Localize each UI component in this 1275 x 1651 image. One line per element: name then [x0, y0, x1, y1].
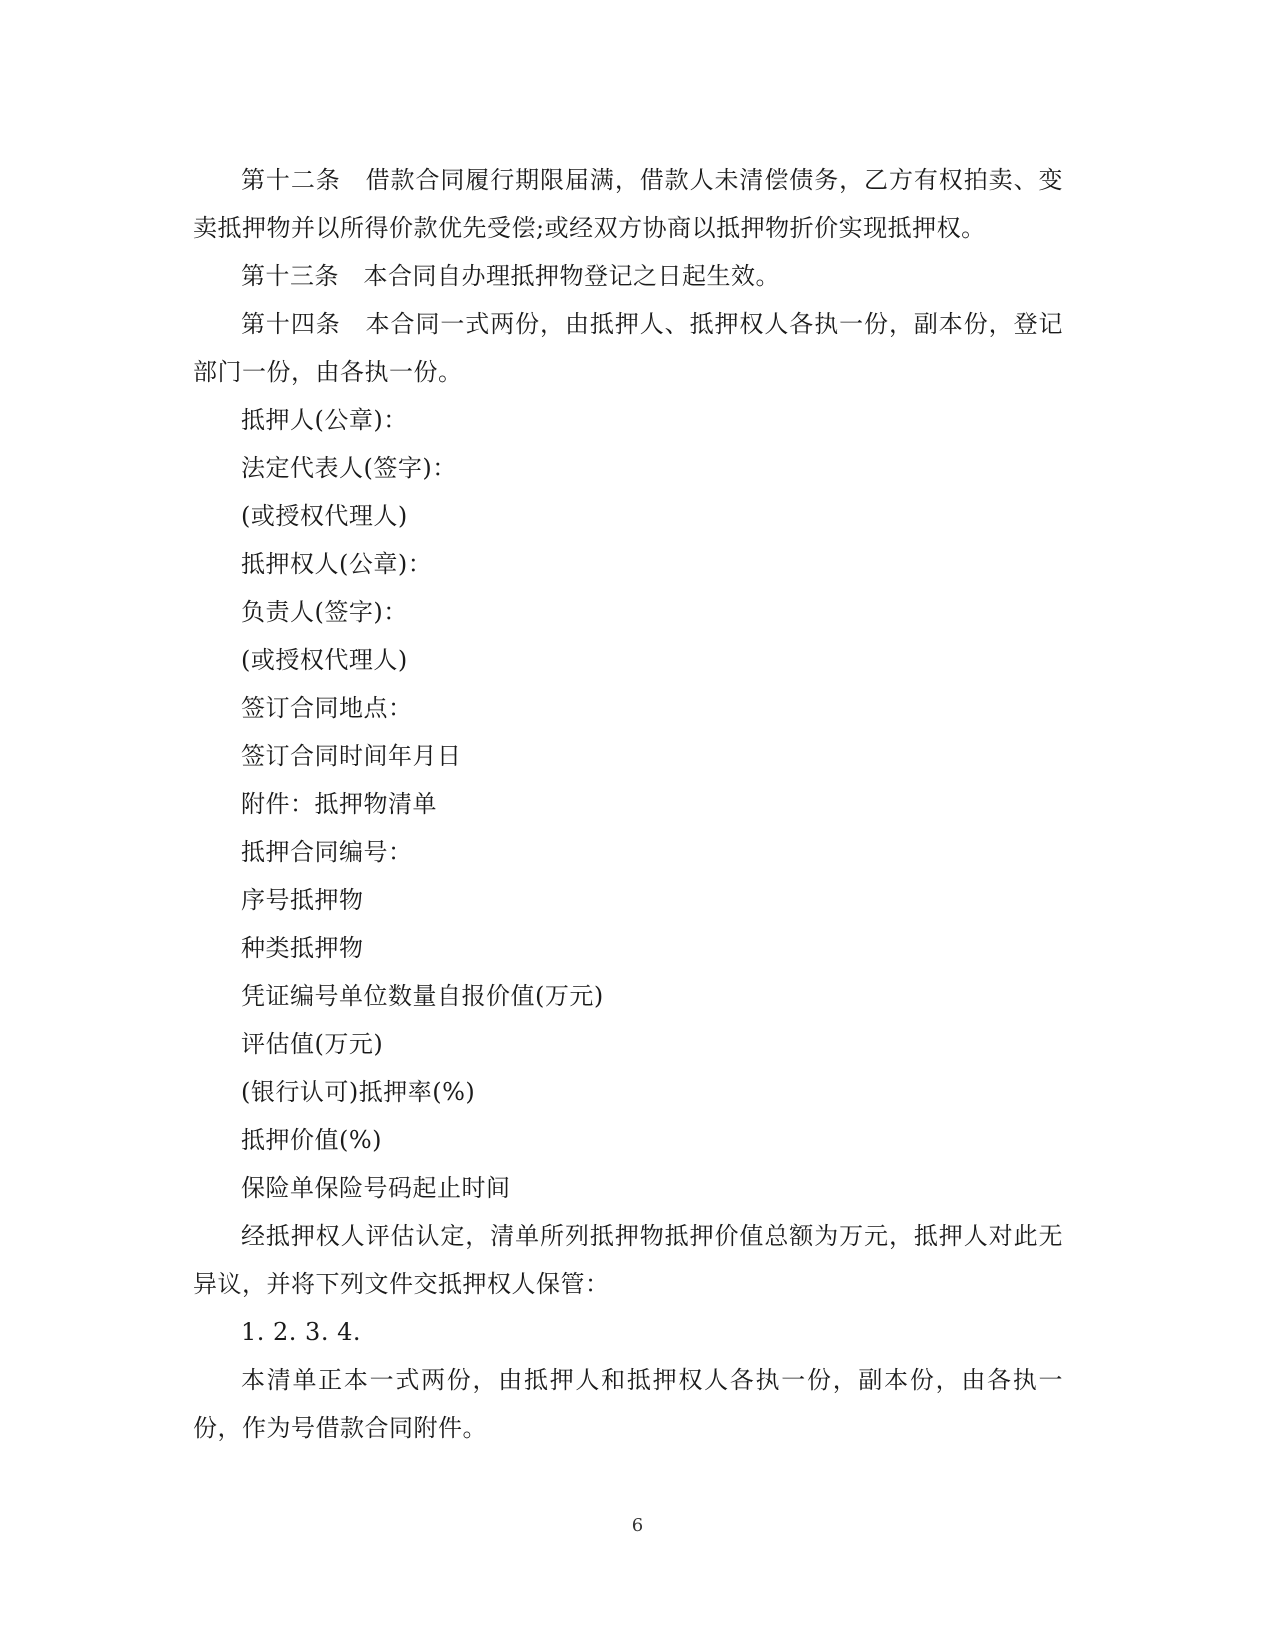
contract-number-line: 抵押合同编号： — [241, 838, 413, 866]
copies-statement: 本清单正本一式两份，由抵押人和抵押权人各执一份，副本份，由各执一份，作为号借款合同附件。 — [193, 1366, 1063, 1442]
list-field-insurance: 保险单保险号码起止时间 — [241, 1174, 511, 1202]
list-field-valuation: 评估值(万元) — [241, 1030, 384, 1058]
list-field-serial: 序号抵押物 — [241, 886, 364, 914]
legal-representative-line: 法定代表人(签字)： — [241, 454, 457, 482]
list-field-type: 种类抵押物 — [241, 934, 364, 962]
mortgagor-seal-line: 抵押人(公章)： — [241, 406, 408, 434]
clause-13: 第十三条 本合同自办理抵押物登记之日起生效。 — [241, 262, 780, 290]
document-body — [193, 156, 1063, 1452]
responsible-person-line: 负责人(签字)： — [241, 598, 408, 626]
authorized-agent-line-2: (或授权代理人) — [241, 646, 408, 674]
signing-location-line: 签订合同地点： — [241, 694, 413, 722]
list-field-mortgage-rate: (银行认可)抵押率(%) — [241, 1078, 476, 1106]
authorized-agent-line: (或授权代理人) — [241, 502, 408, 530]
clause-12: 第十二条 借款合同履行期限届满，借款人未清偿债务，乙方有权拍卖、变卖抵押物并以所得价款优先受偿;或经双方协商以抵押物折价实现抵押权。 — [193, 166, 1063, 242]
mortgagee-seal-line: 抵押权人(公章)： — [241, 550, 433, 578]
page-number: 6 — [631, 1515, 644, 1536]
signing-date-line: 签订合同时间年月日 — [241, 742, 462, 770]
list-field-voucher: 凭证编号单位数量自报价值(万元) — [241, 982, 604, 1010]
attachment-title: 附件：抵押物清单 — [241, 790, 437, 818]
document-numbering: 1. 2. 3. 4. — [241, 1318, 361, 1346]
list-field-mortgage-value: 抵押价值(%) — [241, 1126, 383, 1154]
clause-14: 第十四条 本合同一式两份，由抵押人、抵押权人各执一份，副本份，登记部门一份，由各执一份。 — [193, 310, 1063, 386]
valuation-statement: 经抵押权人评估认定，清单所列抵押物抵押价值总额为万元，抵押人对此无异议，并将下列文件交抵押权人保管： — [193, 1222, 1063, 1298]
